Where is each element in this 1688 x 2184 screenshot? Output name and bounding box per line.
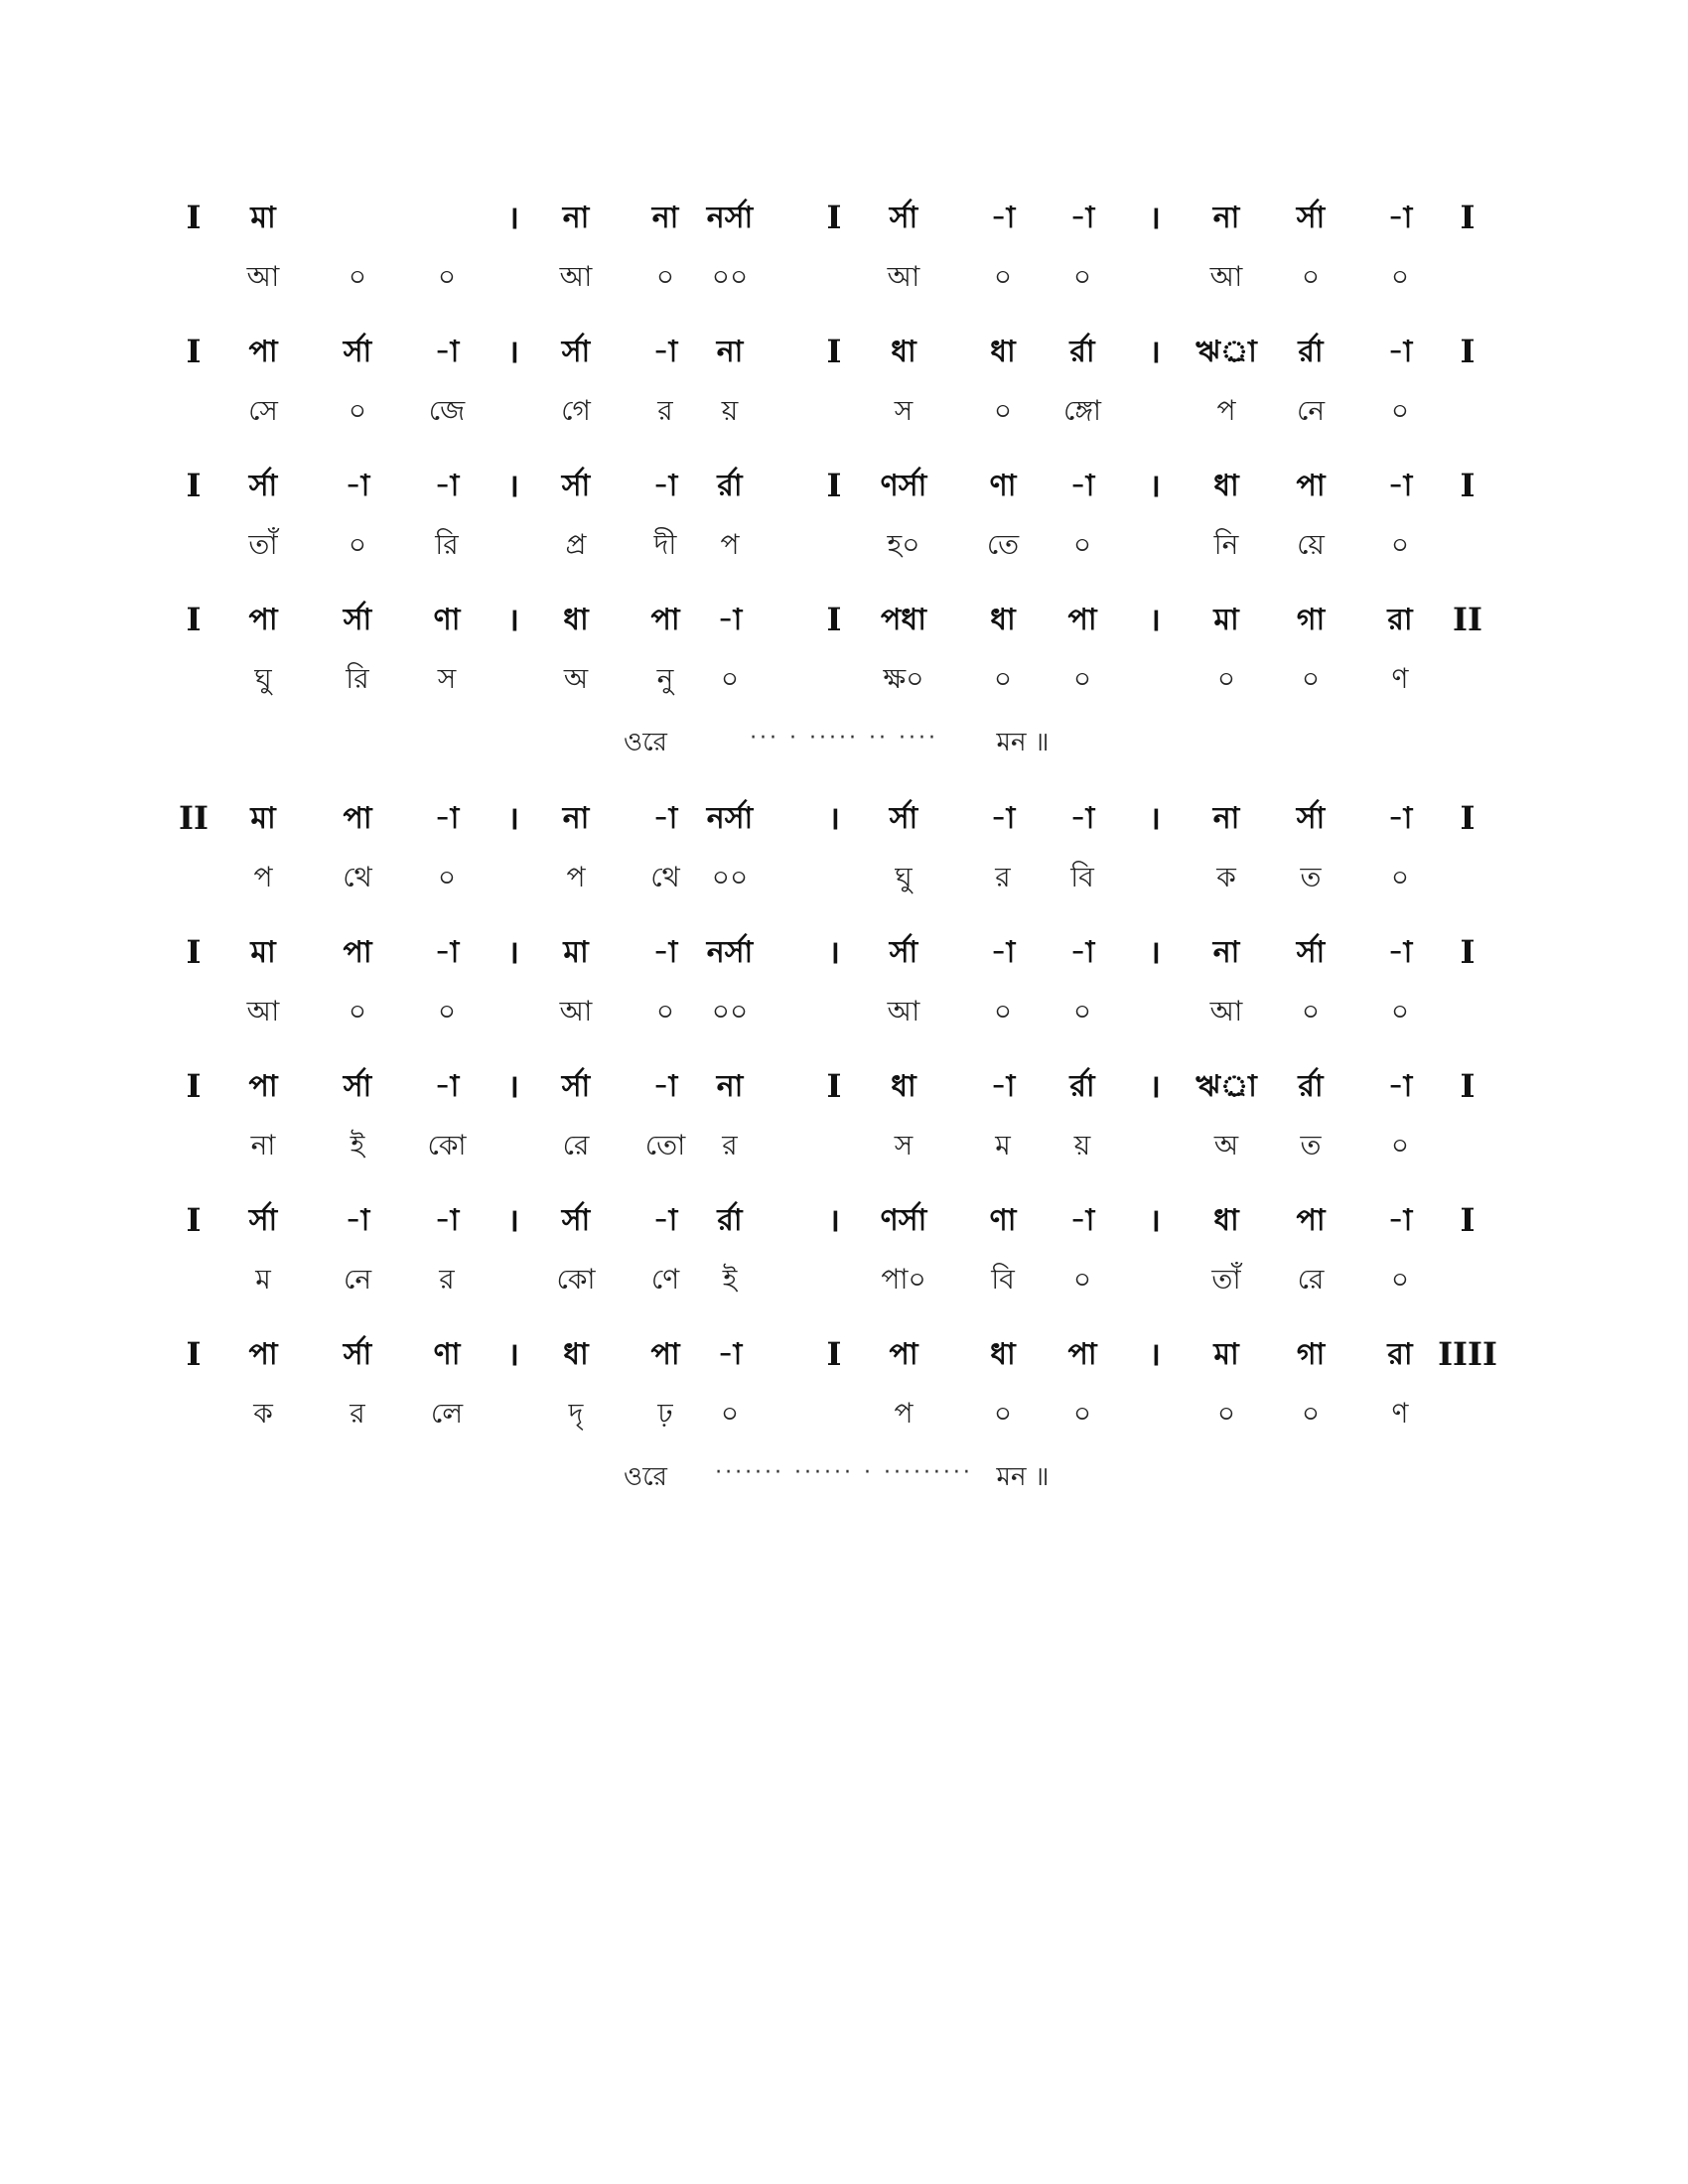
note-cell: -া xyxy=(990,801,1016,836)
note-cell: ণা xyxy=(433,603,461,637)
lyric-cell: ০ xyxy=(1072,995,1092,1027)
lyric-cell: বি xyxy=(1070,861,1094,893)
lyric-cell: তাঁ xyxy=(248,528,278,561)
lyric-cell: ণে xyxy=(650,1263,680,1296)
bar-line: । xyxy=(506,1335,520,1373)
note-cell: -া xyxy=(652,335,678,369)
note-cell: না xyxy=(562,801,590,836)
lyric-cell: ০ xyxy=(655,260,675,293)
lyric-cell: পা০ xyxy=(881,1263,926,1296)
note-cell: ধা xyxy=(891,335,916,369)
note-cell: ধা xyxy=(563,1337,589,1372)
lyric-cell: তো xyxy=(644,1129,686,1161)
lyric-cell: আ xyxy=(559,260,593,293)
refrain-start: ওরে xyxy=(624,728,667,757)
lyric-cell: ঢ় xyxy=(657,1397,673,1430)
note-cell: মা xyxy=(563,935,589,970)
lyric-cell: না xyxy=(250,1129,276,1161)
lyric-cell: ক xyxy=(253,1397,273,1430)
note-cell: র্রা xyxy=(1298,335,1324,369)
lyric-cell: ০ xyxy=(993,260,1013,293)
note-cell: র্সা xyxy=(248,1203,278,1238)
note-cell: ণর্সা xyxy=(880,469,927,503)
lyric-cell: আ xyxy=(246,995,280,1027)
note-cell: পা xyxy=(248,1069,278,1104)
note-cell: নর্সা xyxy=(706,801,754,836)
note-cell: র্সা xyxy=(1296,935,1326,970)
note-cell: ধা xyxy=(990,603,1016,637)
lyric-cell: স xyxy=(894,394,914,427)
lyric-cell: হ০ xyxy=(887,528,920,561)
bar-line: I xyxy=(1460,933,1476,971)
lyric-cell: ণ xyxy=(1391,662,1409,695)
lyric-cell: ০ xyxy=(437,861,457,893)
lyric-cell: ম xyxy=(255,1263,271,1296)
lyric-cell: তাঁ xyxy=(1211,1263,1241,1296)
bar-line: । xyxy=(506,799,520,837)
lyric-cell: নে xyxy=(343,1263,372,1296)
note-cell: র্রা xyxy=(1069,1069,1095,1104)
lyric-cell: দৃ xyxy=(568,1397,584,1430)
note-cell: -া xyxy=(434,469,460,503)
note-cell: -া xyxy=(1387,935,1413,970)
bar-line: । xyxy=(1148,601,1162,638)
note-cell: র্সা xyxy=(561,1203,591,1238)
lyric-cell: আ xyxy=(1209,995,1243,1027)
note-cell: পা xyxy=(248,335,278,369)
lyric-cell: দী xyxy=(653,528,677,561)
note-cell: র্সা xyxy=(343,603,372,637)
lyric-cell: র xyxy=(439,1263,455,1296)
note-cell: র্সা xyxy=(1296,201,1326,235)
bar-line: I xyxy=(186,333,202,370)
note-cell: -া xyxy=(652,1069,678,1104)
note-cell: মা xyxy=(250,201,276,235)
lyric-cell: অ xyxy=(1213,1129,1239,1161)
bar-line: I xyxy=(186,1335,202,1373)
note-cell: ঋর্া xyxy=(1196,1069,1257,1104)
lyric-cell: ০ xyxy=(348,394,367,427)
bar-line: I xyxy=(186,467,202,504)
note-cell: র্সা xyxy=(248,469,278,503)
lyric-cell: ক্ষ০ xyxy=(883,662,924,695)
note-cell: -া xyxy=(1387,1203,1413,1238)
lyric-cell: ই xyxy=(350,1129,365,1161)
lyric-cell: ০ xyxy=(1390,1129,1410,1161)
note-cell: -া xyxy=(1069,935,1095,970)
bar-line: I xyxy=(186,1201,202,1239)
bar-line: I xyxy=(186,199,202,236)
bar-line: । xyxy=(506,467,520,504)
note-cell: ধা xyxy=(563,603,589,637)
lyric-cell: ০ xyxy=(993,1397,1013,1430)
bar-line: I xyxy=(1460,1067,1476,1105)
note-cell: পা xyxy=(248,1337,278,1372)
lyric-cell: প্র xyxy=(565,528,587,561)
note-cell: ধা xyxy=(1213,1203,1239,1238)
lyric-cell: ০ xyxy=(1301,995,1321,1027)
note-cell: পা xyxy=(650,1337,680,1372)
bar-line: । xyxy=(1148,1067,1162,1105)
note-cell: -া xyxy=(345,1203,370,1238)
bar-line: । xyxy=(1148,1201,1162,1239)
bar-line: । xyxy=(1148,333,1162,370)
lyric-cell: র xyxy=(722,1129,738,1161)
lyric-cell: ০ xyxy=(1072,1397,1092,1430)
note-cell: র্সা xyxy=(343,335,372,369)
note-cell: পা xyxy=(1067,603,1097,637)
lyric-cell: ০ xyxy=(1216,1397,1236,1430)
note-cell: র্সা xyxy=(1296,801,1326,836)
lyric-cell: ০ xyxy=(1301,1397,1321,1430)
lyric-cell: স xyxy=(437,662,457,695)
refrain-dots: ······· ······ · ········· xyxy=(715,1460,973,1485)
lyric-cell: ০ xyxy=(1390,861,1410,893)
note-cell: পা xyxy=(343,935,372,970)
note-cell: ধা xyxy=(891,1069,916,1104)
lyric-cell: ০ xyxy=(1301,260,1321,293)
bar-line: II xyxy=(1453,601,1482,638)
note-cell: রা xyxy=(1387,603,1413,637)
note-cell: -া xyxy=(434,935,460,970)
note-cell: পা xyxy=(343,801,372,836)
lyric-cell: আ xyxy=(887,260,920,293)
note-cell: ণা xyxy=(989,469,1017,503)
lyric-cell: বি xyxy=(991,1263,1015,1296)
note-cell: গা xyxy=(1296,1337,1326,1372)
note-cell: পা xyxy=(1067,1337,1097,1372)
bar-line: I xyxy=(1460,199,1476,236)
note-cell: -া xyxy=(990,935,1016,970)
note-cell: র্সা xyxy=(343,1337,372,1372)
note-cell: পা xyxy=(1296,469,1326,503)
note-cell: -া xyxy=(990,1069,1016,1104)
bar-line: I xyxy=(826,467,842,504)
lyric-cell: য়ে xyxy=(1297,528,1325,561)
lyric-cell: নে xyxy=(1296,394,1326,427)
lyric-cell: থে xyxy=(650,861,680,893)
note-cell: গা xyxy=(1296,603,1326,637)
lyric-cell: ঘু xyxy=(254,662,272,695)
note-cell: -া xyxy=(345,469,370,503)
bar-line: । xyxy=(1148,799,1162,837)
lyric-cell: ০ xyxy=(1072,260,1092,293)
note-cell: -া xyxy=(1387,201,1413,235)
note-cell: -া xyxy=(1069,1203,1095,1238)
bar-line: I xyxy=(186,1067,202,1105)
lyric-cell: আ xyxy=(246,260,280,293)
bar-line: । xyxy=(827,1201,841,1239)
bar-line: I xyxy=(1460,799,1476,837)
lyric-cell: রি xyxy=(435,528,459,561)
bar-line: । xyxy=(506,1067,520,1105)
lyric-cell: র xyxy=(350,1397,365,1430)
lyric-cell: থে xyxy=(343,861,372,893)
bar-line: IIII xyxy=(1438,1335,1497,1373)
lyric-cell: ০ xyxy=(993,394,1013,427)
note-cell: নর্সা xyxy=(706,201,754,235)
note-cell: -া xyxy=(434,801,460,836)
lyric-cell: ই xyxy=(722,1263,738,1296)
note-cell: না xyxy=(1212,201,1240,235)
lyric-cell: আ xyxy=(1209,260,1243,293)
note-cell: মা xyxy=(250,801,276,836)
lyric-cell: কো xyxy=(427,1129,467,1161)
note-cell: ধা xyxy=(990,1337,1016,1372)
lyric-cell: জে xyxy=(428,394,466,427)
note-cell: র্সা xyxy=(561,335,591,369)
bar-line: I xyxy=(1460,467,1476,504)
lyric-cell: প xyxy=(894,1397,914,1430)
lyric-cell: ত xyxy=(1300,861,1322,893)
note-cell: -া xyxy=(1069,469,1095,503)
note-cell: র্সা xyxy=(343,1069,372,1104)
note-cell: র্সা xyxy=(561,469,591,503)
note-cell: -া xyxy=(1387,469,1413,503)
note-cell: পা xyxy=(889,1337,918,1372)
lyric-cell: ০ xyxy=(720,662,740,695)
bar-line: । xyxy=(1148,467,1162,504)
note-cell: মা xyxy=(1213,603,1239,637)
bar-line: । xyxy=(1148,199,1162,236)
bar-line: I xyxy=(1460,333,1476,370)
bar-line: I xyxy=(826,199,842,236)
lyric-cell: ০ xyxy=(993,662,1013,695)
lyric-cell: ০ xyxy=(437,260,457,293)
lyric-cell: ০ xyxy=(1072,528,1092,561)
note-cell: না xyxy=(716,1069,744,1104)
note-cell: -া xyxy=(652,935,678,970)
lyric-cell: রি xyxy=(346,662,369,695)
bar-line: । xyxy=(827,933,841,971)
lyric-cell: প xyxy=(566,861,586,893)
lyric-cell: ০ xyxy=(348,995,367,1027)
note-cell: না xyxy=(1212,935,1240,970)
lyric-cell: ০ xyxy=(1072,1263,1092,1296)
note-cell: ণা xyxy=(433,1337,461,1372)
lyric-cell: রে xyxy=(1297,1263,1325,1296)
note-cell: ধা xyxy=(990,335,1016,369)
note-cell: -া xyxy=(717,603,743,637)
note-cell: নর্সা xyxy=(706,935,754,970)
lyric-cell: প xyxy=(253,861,273,893)
lyric-cell: প xyxy=(1216,394,1236,427)
bar-line: II xyxy=(179,799,209,837)
lyric-cell: ০ xyxy=(1390,995,1410,1027)
note-cell: র্রা xyxy=(1298,1069,1324,1104)
note-cell: না xyxy=(716,335,744,369)
lyric-cell: ০ xyxy=(348,528,367,561)
refrain-start: ওরে xyxy=(624,1462,667,1492)
refrain-dots: ··· · ····· ·· ···· xyxy=(750,726,938,751)
bar-line: I xyxy=(826,1067,842,1105)
lyric-cell: য় xyxy=(721,394,739,427)
lyric-cell: ০ xyxy=(655,995,675,1027)
bar-line: I xyxy=(826,333,842,370)
note-cell: র্সা xyxy=(889,201,918,235)
lyric-cell: গে xyxy=(561,394,591,427)
lyric-cell: ঙ্গো xyxy=(1062,394,1102,427)
note-cell: র্সা xyxy=(889,801,918,836)
note-cell: ণর্সা xyxy=(880,1203,927,1238)
bar-line: I xyxy=(826,1335,842,1373)
note-cell: মা xyxy=(1213,1337,1239,1372)
refrain-end: মন ॥ xyxy=(996,728,1050,757)
note-cell: না xyxy=(562,201,590,235)
lyric-cell: ঘু xyxy=(895,861,913,893)
lyric-cell: ০ xyxy=(1072,662,1092,695)
note-cell: -া xyxy=(434,1069,460,1104)
lyric-cell: ০০ xyxy=(711,861,749,893)
lyric-cell: র xyxy=(995,861,1011,893)
note-cell: ঋর্া xyxy=(1196,335,1257,369)
note-cell: -া xyxy=(652,801,678,836)
note-cell: ণা xyxy=(989,1203,1017,1238)
note-cell: -া xyxy=(1387,1069,1413,1104)
lyric-cell: ০ xyxy=(993,995,1013,1027)
note-cell: পা xyxy=(248,603,278,637)
bar-line: । xyxy=(1148,933,1162,971)
lyric-cell: ত xyxy=(1300,1129,1322,1161)
refrain-end: মন ॥ xyxy=(996,1462,1050,1492)
lyric-cell: কো xyxy=(556,1263,596,1296)
lyric-cell: নি xyxy=(1213,528,1239,561)
lyric-cell: ০ xyxy=(1390,394,1410,427)
lyric-cell: সে xyxy=(248,394,278,427)
lyric-cell: র xyxy=(657,394,673,427)
bar-line: । xyxy=(506,199,520,236)
lyric-cell: নু xyxy=(656,662,674,695)
note-cell: -া xyxy=(1069,201,1095,235)
note-cell: ধা xyxy=(1213,469,1239,503)
note-cell: র্রা xyxy=(717,1203,743,1238)
lyric-cell: লে xyxy=(430,1397,464,1430)
note-cell: -া xyxy=(1387,801,1413,836)
lyric-cell: ০ xyxy=(1390,260,1410,293)
lyric-cell: ণ xyxy=(1391,1397,1409,1430)
bar-line: । xyxy=(1148,1335,1162,1373)
note-cell: -া xyxy=(434,335,460,369)
lyric-cell: আ xyxy=(559,995,593,1027)
lyric-cell: ০ xyxy=(348,260,367,293)
note-cell: র্সা xyxy=(561,1069,591,1104)
note-cell: -া xyxy=(652,469,678,503)
lyric-cell: স xyxy=(894,1129,914,1161)
bar-line: । xyxy=(506,1201,520,1239)
note-cell: -া xyxy=(717,1337,743,1372)
note-cell: -া xyxy=(652,1203,678,1238)
lyric-cell: ০০ xyxy=(711,995,749,1027)
bar-line: I xyxy=(826,601,842,638)
lyric-cell: ম xyxy=(995,1129,1011,1161)
note-cell: -া xyxy=(1069,801,1095,836)
lyric-cell: ০ xyxy=(1390,528,1410,561)
note-cell: র্সা xyxy=(889,935,918,970)
note-cell: না xyxy=(1212,801,1240,836)
bar-line: । xyxy=(827,799,841,837)
lyric-cell: য় xyxy=(1073,1129,1091,1161)
lyric-cell: আ xyxy=(887,995,920,1027)
note-cell: না xyxy=(651,201,679,235)
lyric-cell: প xyxy=(720,528,740,561)
bar-line: I xyxy=(186,933,202,971)
lyric-cell: অ xyxy=(563,662,589,695)
lyric-cell: ০ xyxy=(1216,662,1236,695)
note-cell: পা xyxy=(650,603,680,637)
note-cell: মা xyxy=(250,935,276,970)
lyric-cell: ক xyxy=(1216,861,1236,893)
lyric-cell: রে xyxy=(562,1129,590,1161)
bar-line: I xyxy=(1460,1201,1476,1239)
bar-line: । xyxy=(506,333,520,370)
note-cell: -া xyxy=(990,201,1016,235)
lyric-cell: ০ xyxy=(720,1397,740,1430)
lyric-cell: ০০ xyxy=(711,260,749,293)
bar-line: । xyxy=(506,933,520,971)
lyric-cell: ০ xyxy=(437,995,457,1027)
lyric-cell: তে xyxy=(986,528,1020,561)
note-cell: রা xyxy=(1387,1337,1413,1372)
note-cell: -া xyxy=(434,1203,460,1238)
note-cell: র্রা xyxy=(717,469,743,503)
lyric-cell: ০ xyxy=(1390,1263,1410,1296)
note-cell: র্রা xyxy=(1069,335,1095,369)
bar-line: । xyxy=(506,601,520,638)
note-cell: -া xyxy=(1387,335,1413,369)
note-cell: পা xyxy=(1296,1203,1326,1238)
bar-line: I xyxy=(186,601,202,638)
note-cell: পধা xyxy=(881,603,926,637)
lyric-cell: ০ xyxy=(1301,662,1321,695)
